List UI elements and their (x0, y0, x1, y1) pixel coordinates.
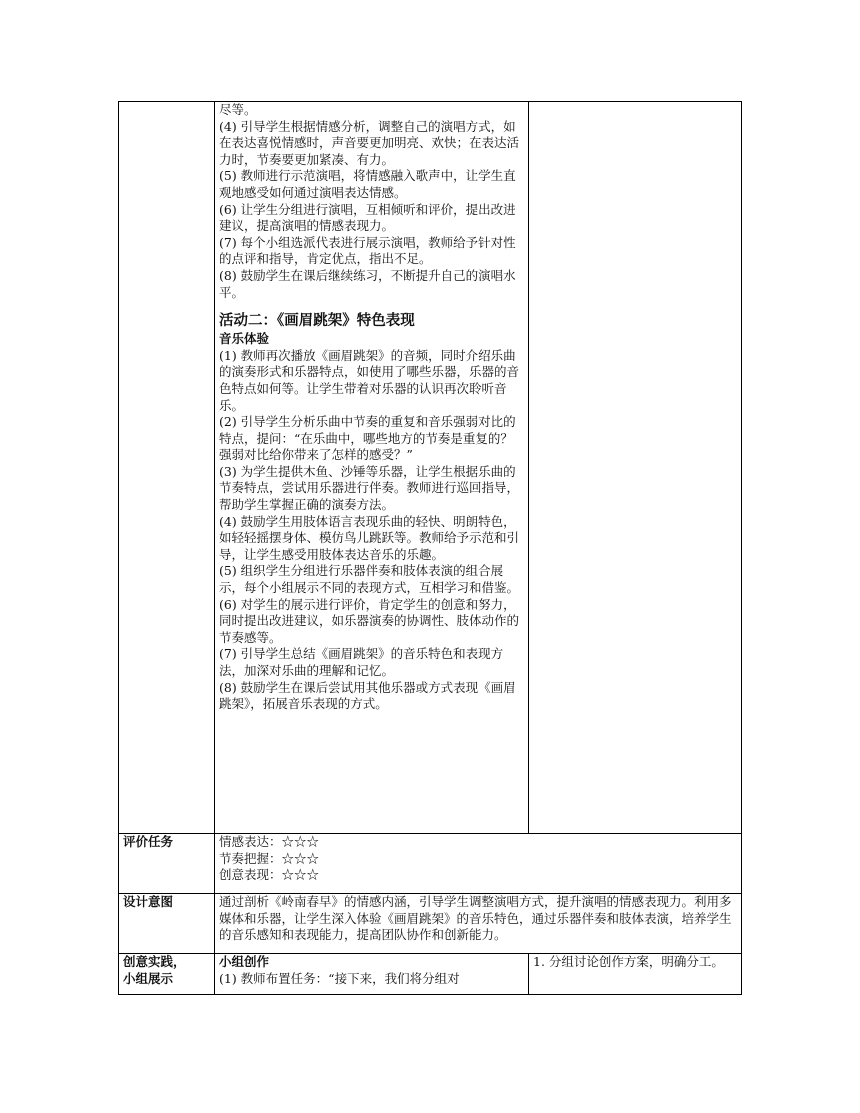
process-label-cell (119, 102, 215, 834)
creative-subtitle: 小组创作 (219, 954, 270, 969)
process-student-cell (529, 102, 742, 834)
content-line: 尽等。 (219, 102, 257, 117)
design-text: 通过剖析《岭南春早》的情感内涵，引导学生调整演唱方式，提升演唱的情感表现力。利用多媒体和乐器，让学生深入体验《画眉跳架》的音乐特色，通过乐器伴奏和肢体表演，培养学生的音乐感知和表现能力，提高团队协作和创新能力。 (219, 894, 732, 943)
design-label: 设计意图 (119, 894, 215, 954)
content-line: (5) 教师进行示范演唱，将情感融入歌声中，让学生直观地感受如何通过演唱表达情感。 (219, 168, 516, 200)
content-line: (7) 每个小组选派代表进行展示演唱，教师给予针对性的点评和指导，肯定优点，指出不足。 (219, 234, 516, 267)
evaluation-item: 创意表现：☆☆☆ (219, 867, 320, 883)
creative-label (119, 954, 215, 995)
content-line: (2) 引导学生分析乐曲中节奏的重复和音乐强弱对比的特点，提问：“在乐曲中，哪些地方的节奏是重复的？强弱对比给你带来了怎样的感受？” (219, 414, 516, 463)
content-line: (4) 引导学生根据情感分析，调整自己的演唱方式，如在表达喜悦情感时，声音要更加明亮、欢快；在表达活力时，节奏要更加紧凑、有力。 (219, 118, 520, 167)
evaluation-content (215, 834, 742, 894)
design-row (119, 894, 742, 954)
creative-row (119, 954, 742, 995)
creative-student-cell (529, 954, 742, 995)
creative-content (215, 954, 529, 995)
evaluation-row (119, 834, 742, 894)
content-line: (6) 对学生的展示进行评价，肯定学生的创意和努力，同时提出改进建议，如乐器演奏的协调性、肢体动作的节奏感等。 (219, 596, 520, 645)
process-row (119, 102, 742, 834)
content-line: (8) 鼓励学生在课后尝试用其他乐器或方式表现《画眉跳架》，拓展音乐表现的方式。 (219, 679, 516, 712)
content-line: (8) 鼓励学生在课后继续练习，不断提升自己的演唱水平。 (219, 267, 516, 300)
creative-label-line: 小组展示 (123, 970, 174, 986)
content-line: (6) 让学生分组进行演唱，互相倾听和评价，提出改进建议，提高演唱的情感表现力。 (219, 201, 516, 234)
lesson-plan-table (118, 101, 742, 995)
process-content-cell (215, 102, 529, 834)
content-line: (4) 鼓励学生用肢体语言表现乐曲的轻快、明朗特色，如轻轻摇摆身体、模仿鸟儿跳跃等。教师给予示范和引导，让学生感受用肢体表达音乐的乐趣。 (219, 513, 520, 562)
evaluation-item: 节奏把握：☆☆☆ (219, 850, 320, 866)
content-line: (7) 引导学生总结《画眉跳架》的音乐特色和表现方法，加深对乐曲的理解和记忆。 (219, 646, 504, 678)
creative-student-text: 1. 分组讨论创作方案，明确分工。 (533, 954, 724, 969)
activity-title: 活动二：《画眉跳架》特色表现 (219, 313, 415, 330)
section-subtitle: 音乐体验 (219, 331, 270, 347)
creative-line: (1) 教师布置任务：“接下来，我们将分组对 (219, 970, 460, 986)
evaluation-label: 评价任务 (119, 834, 215, 894)
creative-label-line: 创意实践， (123, 954, 186, 969)
design-content (215, 894, 742, 954)
content-line: (5) 组织学生分组进行乐器伴奏和肢体表演的组合展示，每个小组展示不同的表现方式，互相学习和借鉴。 (219, 563, 520, 596)
evaluation-item: 情感表达：☆☆☆ (219, 834, 320, 849)
content-line: (3) 为学生提供木鱼、沙锤等乐器，让学生根据乐曲的节奏特点，尝试用乐器进行伴奏。教师进行巡回指导，帮助学生掌握正确的演奏方法。 (219, 463, 520, 513)
content-line: (1) 教师再次播放《画眉跳架》的音频，同时介绍乐曲的演奏形式和乐器特点，如使用了哪些乐器，乐器的音色特点如何等。让学生带着对乐器的认识再次聆听音乐。 (219, 347, 520, 413)
